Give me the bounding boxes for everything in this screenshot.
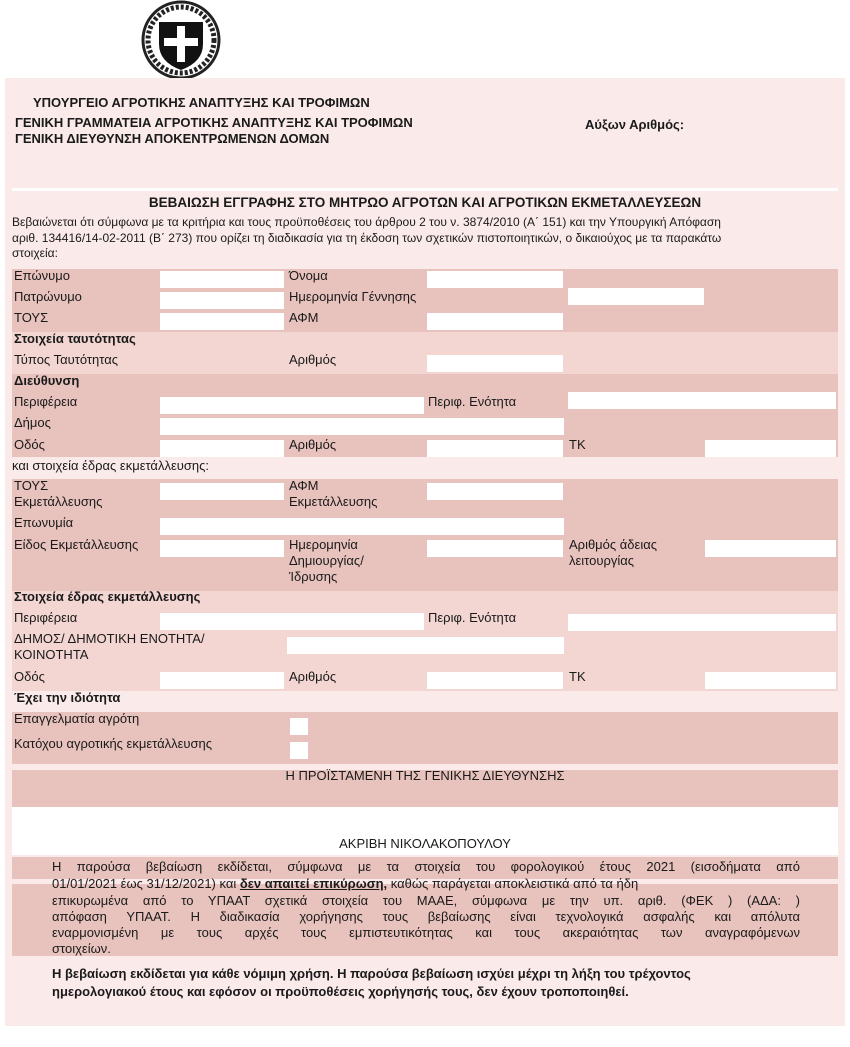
- label-seat-postcode: ΤΚ: [569, 669, 586, 684]
- label-holding-vat-1: ΑΦΜ: [289, 478, 319, 493]
- label-municipality: Δήμος: [14, 415, 51, 430]
- regional-unit-field[interactable]: [568, 392, 836, 409]
- label-seat-municipality-2: ΚΟΙΝΟΤΗΤΑ: [14, 647, 89, 662]
- label-creation-date-2: Δημιουργίας/: [289, 553, 364, 568]
- label-holding-tax-office-2: Εκμετάλλευσης: [14, 494, 103, 509]
- label-postcode: ΤΚ: [569, 437, 586, 452]
- street-field[interactable]: [160, 440, 284, 457]
- street-number-field[interactable]: [427, 440, 563, 457]
- license-number-field[interactable]: [705, 540, 836, 557]
- seat-heading: Στοιχεία έδρας εκμετάλλευσης: [14, 589, 201, 604]
- holding-tax-office-field[interactable]: [160, 483, 284, 500]
- holding-vat-field[interactable]: [427, 483, 563, 500]
- label-street: Οδός: [14, 437, 45, 452]
- birth-date-field[interactable]: [568, 288, 704, 305]
- label-holding-owner: Κατόχου αγροτικής εκμετάλλευσης: [14, 736, 213, 751]
- serial-number-label: Αύξων Αριθμός:: [585, 117, 685, 132]
- label-vat: ΑΦΜ: [289, 310, 319, 325]
- label-surname: Επώνυμο: [14, 268, 70, 283]
- label-professional-farmer: Επαγγελματία αγρότη: [14, 711, 140, 726]
- ministry-name: ΥΠΟΥΡΓΕΙΟ ΑΓΡΟΤΙΚΗΣ ΑΝΑΠΤΥΞΗΣ ΚΑΙ ΤΡΟΦΙΜΩΝ: [33, 95, 370, 110]
- holding-block: [12, 479, 838, 591]
- label-creation-date-3: Ίδρυσης: [289, 569, 338, 584]
- vat-field[interactable]: [427, 313, 563, 330]
- identity-heading: Στοιχεία ταυτότητας: [14, 331, 136, 346]
- notice-line-5: εναρμονισμένη με τους αρχές τους εμπιστευτικότητας και τους ακεραιότητας των αναγραφόμενων: [52, 925, 800, 940]
- signatory-name: ΑΚΡΙΒΗ ΝΙΚΟΛΑΚΟΠΟΥΛΟΥ: [339, 836, 511, 851]
- notice-line-3: επικυρωμένα από το ΥΠΑΑΤ σχετικά στοιχεία του ΜΑΑΕ, σύμφωνα με την υπ. αριθ. (ΦΕΚ ) (ΑΔΑ: ): [52, 893, 800, 908]
- professional-farmer-checkbox[interactable]: [290, 718, 308, 735]
- label-street-number: Αριθμός: [289, 437, 337, 452]
- seat-postcode-field[interactable]: [705, 672, 836, 689]
- seat-number-field[interactable]: [427, 672, 563, 689]
- label-seat-regional-unit: Περιφ. Ενότητα: [428, 610, 517, 625]
- name-field[interactable]: [427, 271, 563, 288]
- label-holding-vat-2: Εκμετάλλευσης: [289, 494, 378, 509]
- document-title: ΒΕΒΑΙΩΣΗ ΕΓΓΡΑΦΗΣ ΣΤΟ ΜΗΤΡΩΟ ΑΓΡΟΤΩΝ ΚΑΙ ΑΓΡΟΤΙΚΩΝ ΕΚΜΕΤΑΛΛΕΥΣΕΩΝ: [148, 195, 702, 210]
- postcode-field[interactable]: [705, 440, 836, 457]
- directorate-name: ΓΕΝΙΚΗ ΔΙΕΥΘΥΝΣΗ ΑΠΟΚΕΝΤΡΩΜΕΝΩΝ ΔΟΜΩΝ: [15, 131, 330, 146]
- label-trade-name: Επωνυμία: [14, 515, 74, 530]
- label-birth-date: Ημερομηνία Γέννησης: [289, 289, 417, 304]
- seat-street-field[interactable]: [160, 672, 284, 689]
- label-seat-region: Περιφέρεια: [14, 610, 78, 625]
- label-seat-number: Αριθμός: [289, 669, 337, 684]
- seat-region-field[interactable]: [160, 613, 424, 630]
- status-heading: Έχει την ιδιότητα: [14, 690, 121, 705]
- notice-line-2: 01/01/2021 έως 31/12/2021) και δεν απαιτεί επικύρωση, καθώς παράγεται αποκλειστικά από τα ήδη: [52, 876, 639, 891]
- greek-state-emblem-icon: [134, 0, 229, 84]
- state-emblem: [134, 0, 229, 84]
- tax-office-field[interactable]: [160, 313, 284, 330]
- footer-line-1: Η βεβαίωση εκδίδεται για κάθε νόμιμη χρήση. Η παρούσα βεβαίωση ισχύει μέχρι τη λήξη του τρέχοντος: [52, 966, 691, 981]
- label-seat-municipality-1: ΔΗΜΟΣ/ ΔΗΜΟΤΙΚΗ ΕΝΟΤΗΤΑ/: [14, 631, 205, 646]
- address-heading: Διεύθυνση: [14, 373, 80, 388]
- seat-municipality-field[interactable]: [287, 637, 564, 654]
- surname-field[interactable]: [160, 271, 284, 288]
- holding-kind-field[interactable]: [160, 540, 284, 557]
- label-license-2: λειτουργίας: [569, 553, 635, 568]
- label-name: Όνομα: [289, 268, 328, 283]
- label-regional-unit: Περιφ. Ενότητα: [428, 394, 517, 409]
- footer-line-2: ημερολογιακού έτους και εφόσον οι προϋποθέσεις χορήγησής τους, δεν έχουν τροποποιηθεί.: [52, 984, 629, 999]
- region-field[interactable]: [160, 397, 424, 414]
- notice-line-1: Η παρούσα βεβαίωση εκδίδεται, σύμφωνα με τα στοιχεία του φορολογικού έτους 2021 (εισοδήματα από: [52, 859, 800, 874]
- signatory-role: Η ΠΡΟΪΣΤΑΜΕΝΗ ΤΗΣ ΓΕΝΙΚΗΣ ΔΙΕΥΘΥΝΣΗΣ: [285, 768, 565, 783]
- no-validation-required: δεν απαιτεί επικύρωση,: [239, 876, 388, 891]
- label-id-type: Τύπος Ταυτότητας: [14, 352, 118, 367]
- label-holding-kind: Είδος Εκμετάλλευσης: [14, 537, 139, 552]
- notice-line-4: απόφαση ΥΠΑΑΤ. Η διαδικασία χορήγησης τους βεβαίωσης είναι τεχνολογικά ασφαλής και απόλυτα: [52, 909, 800, 924]
- personal-block: [12, 269, 838, 332]
- id-number-field[interactable]: [427, 355, 563, 372]
- municipality-field[interactable]: [160, 418, 564, 435]
- holding-intro: και στοιχεία έδρας εκμετάλλευσης:: [12, 458, 209, 473]
- holding-owner-checkbox[interactable]: [290, 742, 308, 759]
- intro-line-1: Βεβαιώνεται ότι σύμφωνα με τα κριτήρια και τους προϋποθέσεις του άρθρου 2 του ν. 3874/2010 (Α΄ 151) και την Υπουργική Απόφαση: [12, 215, 721, 229]
- label-tax-office: ΤΟΥΣ: [14, 310, 49, 325]
- fathers-name-field[interactable]: [160, 292, 284, 309]
- label-region: Περιφέρεια: [14, 394, 78, 409]
- trade-name-field[interactable]: [160, 518, 564, 535]
- secretariat-name: ΓΕΝΙΚΗ ΓΡΑΜΜΑΤΕΙΑ ΑΓΡΟΤΙΚΗΣ ΑΝΑΠΤΥΞΗΣ ΚΑΙ ΤΡΟΦΙΜΩΝ: [15, 115, 413, 130]
- seat-regional-unit-field[interactable]: [568, 614, 836, 631]
- notice-line-6: στοιχείων.: [52, 941, 111, 956]
- intro-line-2: αριθ. 134416/14-02-2011 (Β΄ 273) που ορίζει τη διαδικασία για τη έκδοση των σχετικών πιστοποιητικών, ο δικαιούχος με τα παρακάτω: [12, 231, 722, 245]
- intro-line-3: στοιχεία:: [12, 246, 58, 260]
- label-creation-date-1: Ημερομηνία: [289, 537, 358, 552]
- title-divider: [12, 188, 838, 191]
- label-license-1: Αριθμός άδειας: [569, 537, 657, 552]
- label-seat-street: Οδός: [14, 669, 45, 684]
- label-id-number: Αριθμός: [289, 352, 337, 367]
- label-holding-tax-office-1: ΤΟΥΣ: [14, 478, 49, 493]
- label-fathers-name: Πατρώνυμο: [14, 289, 82, 304]
- creation-date-field[interactable]: [427, 540, 563, 557]
